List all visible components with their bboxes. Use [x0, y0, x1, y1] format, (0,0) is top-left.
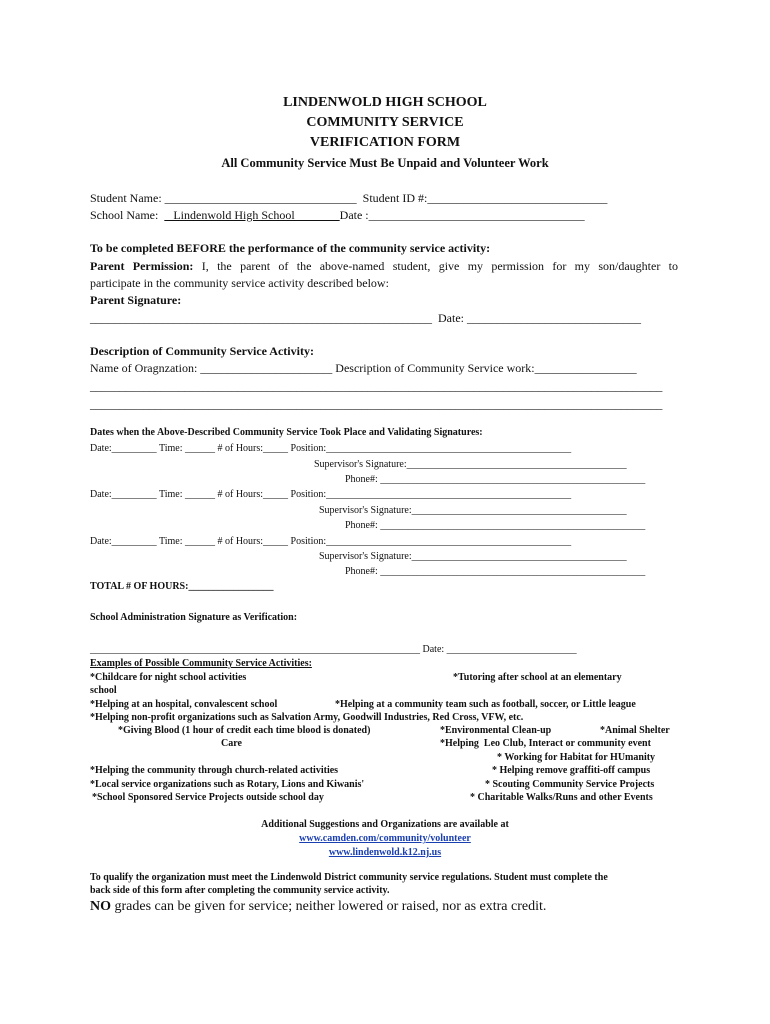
example-leo: *Helping Leo Club, Interact or community event: [440, 738, 651, 749]
dates-heading: Dates when the Above-Described Community Service Took Place and Validating Signatures:: [90, 427, 483, 438]
student-name-id-field[interactable]: Student Name: ________________________________ Student ID #:______________________________: [90, 191, 608, 205]
example-care: Care: [221, 738, 242, 749]
supervisor-signature-2[interactable]: Supervisor's Signature:___________________________________________: [319, 505, 627, 516]
example-hospital: *Helping at an hospital, convalescent school: [90, 699, 278, 710]
additional-suggestions: Additional Suggestions and Organizations are available at: [261, 819, 509, 830]
phone-1[interactable]: Phone#: _____________________________________________________: [345, 474, 646, 485]
admin-signature-line[interactable]: __________________________________________________________________ Date: __________________________: [90, 644, 577, 655]
camden-link[interactable]: www.camden.com/community/volunteer: [299, 833, 471, 844]
description-line-2[interactable]: _________________________________________________________________________________________________: [90, 397, 663, 411]
example-scouting: * Scouting Community Service Projects: [485, 779, 655, 790]
phone-2[interactable]: Phone#: _____________________________________________________: [345, 520, 646, 531]
parent-permission-text: I, the parent of the above-named student, give my permission for my son/daughter to: [193, 259, 679, 273]
parent-permission-label: Parent Permission:: [90, 259, 194, 273]
supervisor-signature-1[interactable]: Supervisor's Signature:____________________________________________: [314, 459, 627, 470]
before-heading: To be completed BEFORE the performance of the community service activity:: [90, 241, 491, 255]
form-title: VERIFICATION FORM: [309, 135, 461, 150]
lindenwold-link[interactable]: www.lindenwold.k12.nj.us: [328, 847, 442, 858]
example-church: *Helping the community through church-related activities: [90, 765, 339, 776]
examples-heading: Examples of Possible Community Service Activities:: [90, 658, 312, 669]
no-grades-rest: grades can be given for service; neither lowered or raised, nor as extra credit.: [111, 899, 547, 914]
example-tutoring: *Tutoring after school at an elementary: [453, 672, 622, 683]
example-local: *Local service organizations such as Rotary, Lions and Kiwanis': [90, 779, 365, 790]
parent-signature-line[interactable]: _________________________________________________________ Date: _____________________________: [90, 311, 641, 325]
example-blood: *Giving Blood (1 hour of credit each time blood is donated): [118, 725, 371, 736]
description-line-1[interactable]: _________________________________________________________________________________________________: [90, 379, 663, 393]
admin-heading: School Administration Signature as Verification:: [90, 612, 298, 623]
qualify-text-1: To qualify the organization must meet the Lindenwold District community service regulations. Student must complete the: [90, 872, 608, 883]
date-row-3[interactable]: Date:_________ Time: ______ # of Hours:_____ Position:_________________________________________________: [90, 536, 572, 547]
phone-3[interactable]: Phone#: _____________________________________________________: [345, 566, 646, 577]
example-walks: * Charitable Walks/Runs and other Events: [470, 792, 653, 803]
school-name-value: Lindenwold High School: [164, 208, 340, 222]
service-title: COMMUNITY SERVICE: [306, 115, 464, 130]
example-environmental: *Environmental Clean-up: [440, 725, 552, 736]
parent-signature-label: Parent Signature:: [90, 293, 182, 307]
date-row-2[interactable]: Date:_________ Time: ______ # of Hours:_____ Position:_________________________________________________: [90, 489, 572, 500]
example-school-word: school: [90, 685, 117, 696]
example-team: *Helping at a community team such as football, soccer, or Little league: [335, 699, 636, 710]
supervisor-signature-3[interactable]: Supervisor's Signature:___________________________________________: [319, 551, 627, 562]
date-field[interactable]: Date :____________________________________: [339, 208, 585, 222]
description-heading: Description of Community Service Activity:: [90, 344, 314, 358]
example-sponsored: *School Sponsored Service Projects outside school day: [92, 792, 324, 803]
example-animal: *Animal Shelter: [600, 725, 670, 736]
total-hours[interactable]: TOTAL # OF HOURS:_________________: [90, 581, 274, 592]
organization-line[interactable]: Name of Oragnzation: ______________________ Description of Community Service work:_________________: [90, 361, 637, 375]
school-name-date-field[interactable]: [90, 209, 585, 221]
example-graffiti: * Helping remove graffiti-off campus: [492, 765, 651, 776]
parent-permission-text-2: participate in the community service activity described below:: [90, 276, 389, 290]
example-habitat: * Working for Habitat for HUmanity: [497, 752, 656, 763]
no-grades-note: [90, 900, 546, 914]
parent-permission: [90, 260, 678, 272]
form-subtitle: All Community Service Must Be Unpaid and Volunteer Work: [221, 156, 549, 170]
school-title: LINDENWOLD HIGH SCHOOL: [283, 95, 487, 110]
example-childcare: *Childcare for night school activities: [90, 672, 247, 683]
qualify-text-2: back side of this form after completing the community service activity.: [90, 885, 390, 896]
school-name-label: School Name:: [90, 208, 165, 222]
date-row-1[interactable]: Date:_________ Time: ______ # of Hours:_____ Position:_________________________________________________: [90, 443, 572, 454]
example-nonprofit: *Helping non-profit organizations such as Salvation Army, Goodwill Industries, Red Cross, VFW, etc.: [90, 712, 524, 723]
no-grades-bold: NO: [90, 899, 111, 914]
